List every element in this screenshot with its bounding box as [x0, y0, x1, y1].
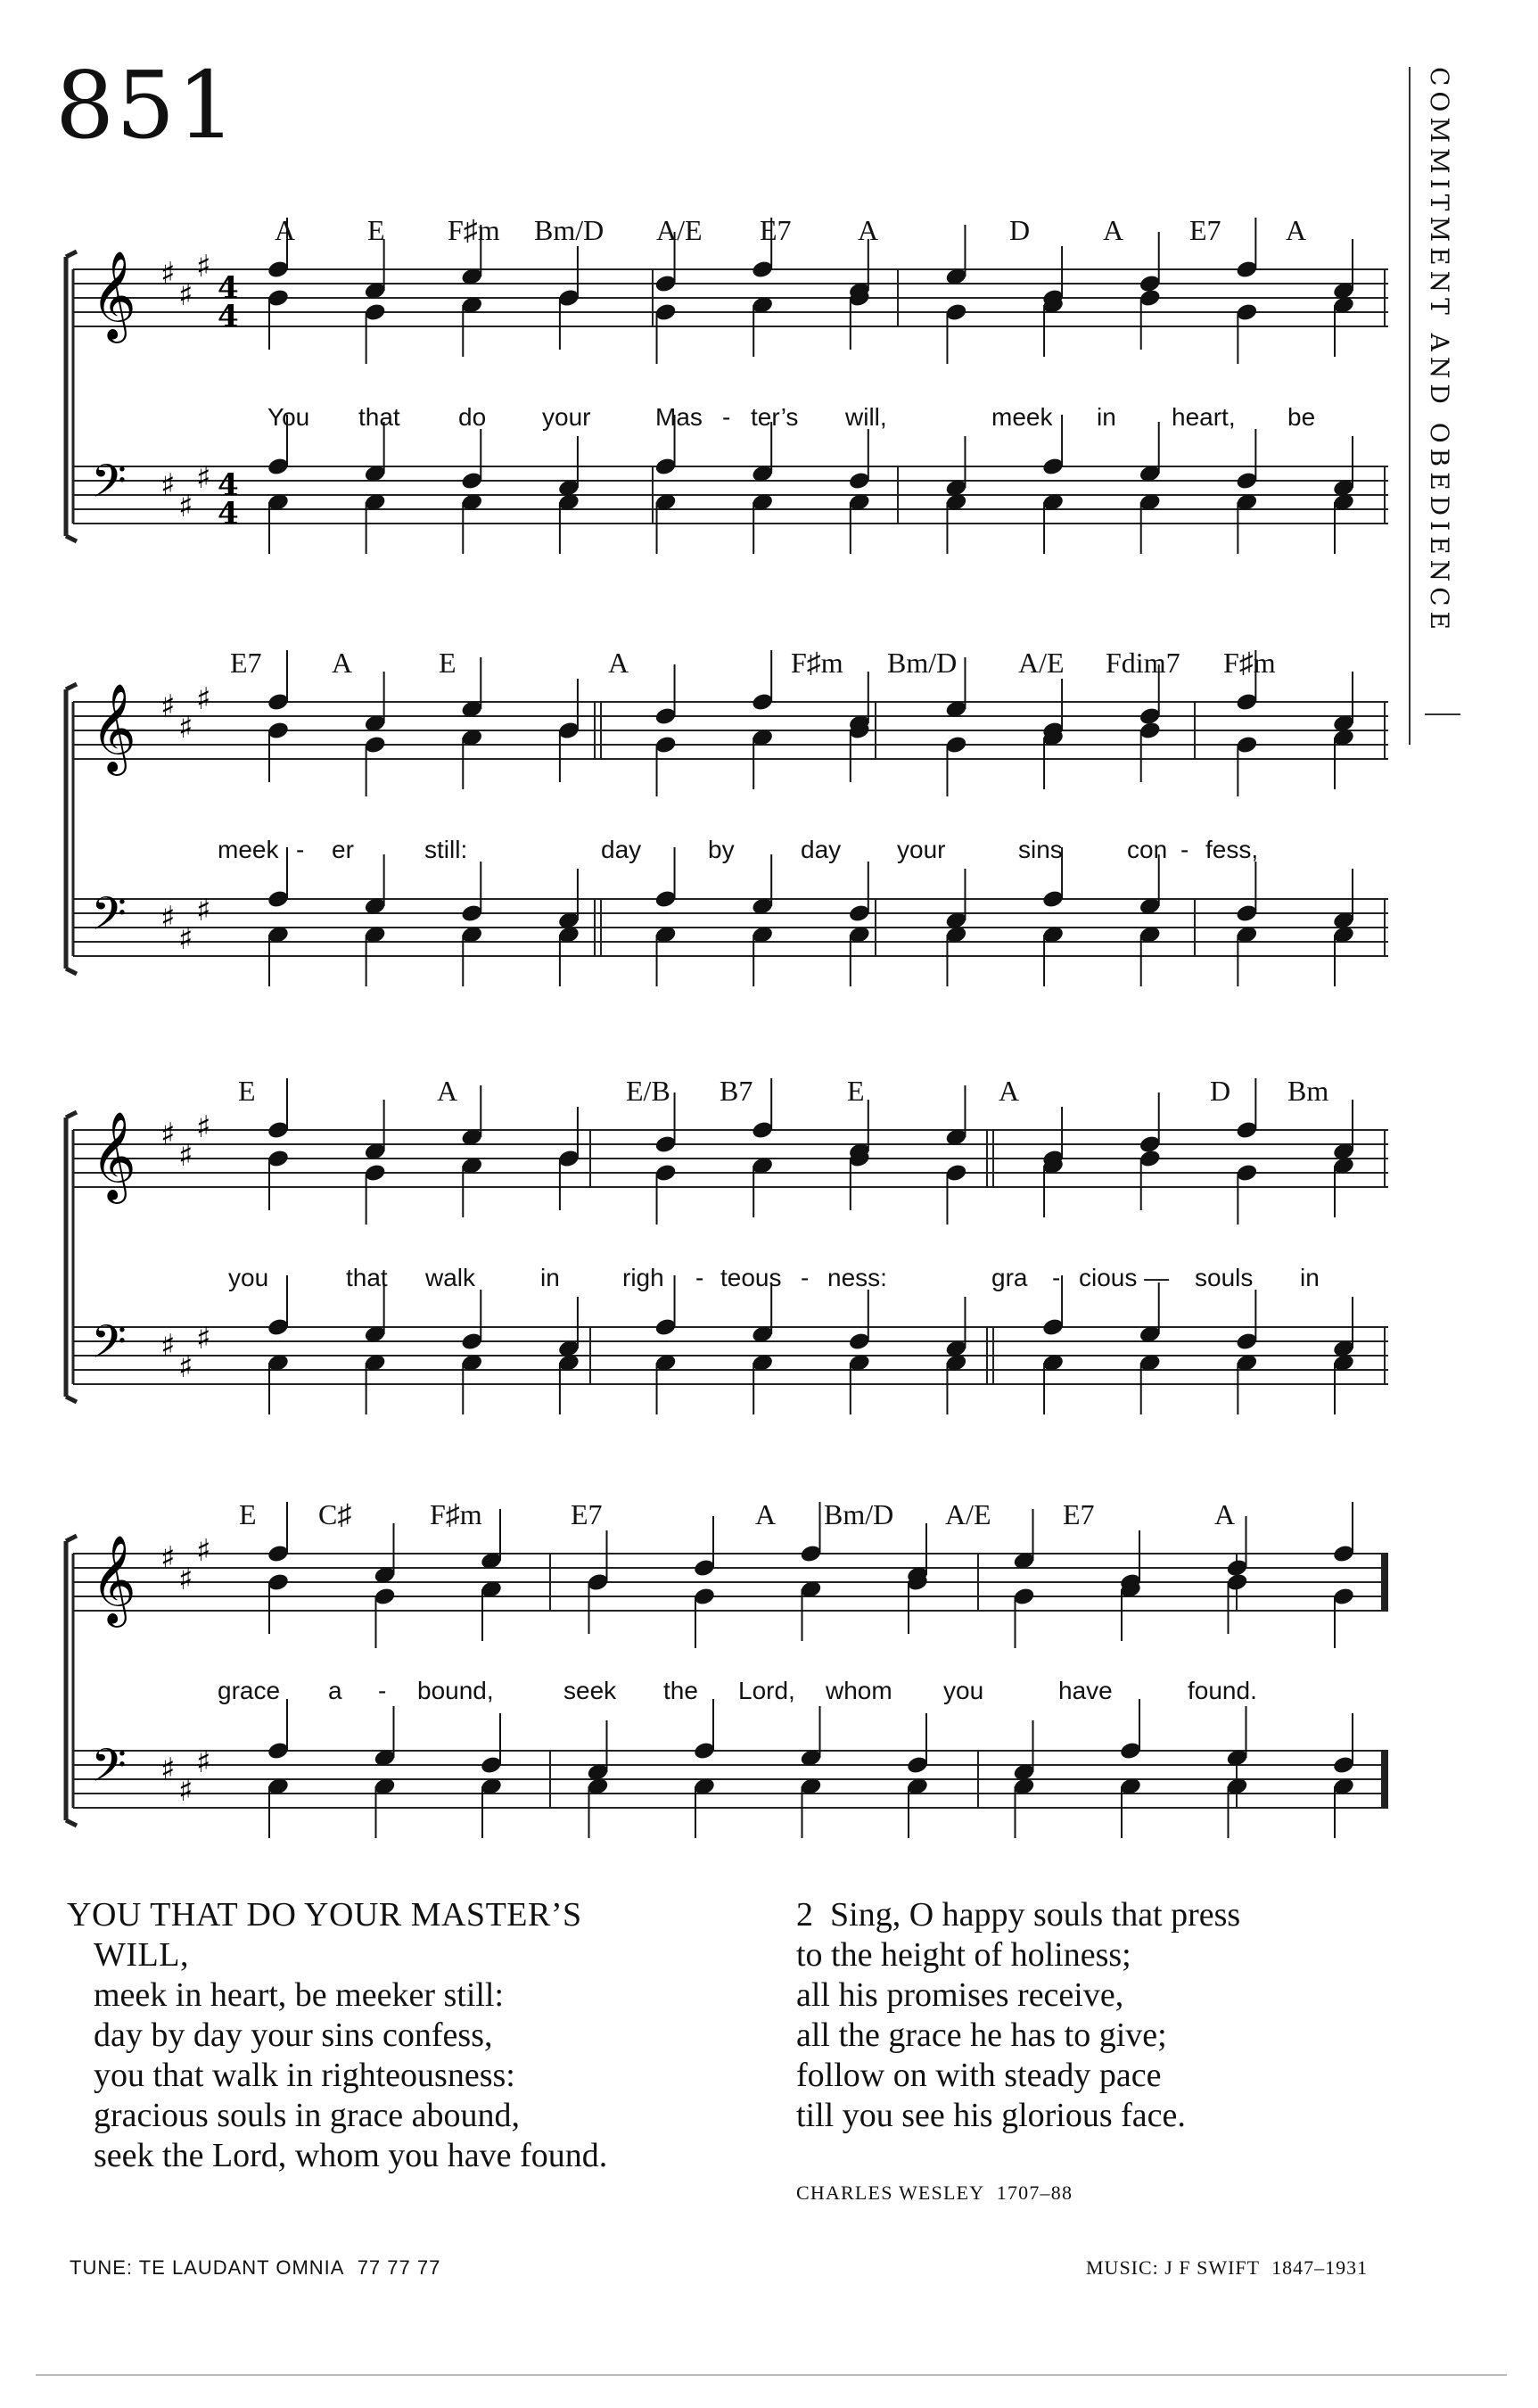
lyric-syllable: -	[695, 1264, 704, 1291]
lyric-syllable: a	[328, 1677, 342, 1704]
verse-number: 2	[796, 1896, 813, 1934]
chord-symbol: E	[847, 1075, 865, 1107]
lyric-syllable: you	[943, 1677, 984, 1704]
hymn-number: 851	[55, 51, 238, 160]
lyric-syllable: the	[663, 1677, 698, 1704]
lyric-syllable: walk	[425, 1264, 476, 1291]
sharp-icon: ♯	[160, 1752, 176, 1787]
sharp-icon: ♯	[178, 1138, 193, 1174]
chord-symbol: D	[1009, 214, 1031, 246]
page-bottom-rule	[36, 2374, 1507, 2376]
system-bracket	[66, 684, 77, 974]
lyric-syllable: have	[1058, 1677, 1113, 1704]
verse-line: Sing, O happy souls that press	[830, 1896, 1241, 1934]
sharp-icon: ♯	[196, 1744, 211, 1780]
lyric-syllable: teous	[720, 1264, 782, 1291]
tune-meter: 77 77 77	[357, 2256, 441, 2279]
system-bracket	[66, 1112, 77, 1402]
verse-1	[67, 1895, 607, 2176]
chord-symbol: F♯m	[1223, 647, 1276, 679]
chord-symbol: E	[239, 1498, 257, 1530]
lyric-syllable: ter’s	[751, 403, 799, 431]
lyric-syllable: er	[332, 836, 354, 863]
chord-symbol: Bm/D	[824, 1498, 894, 1530]
chord-symbol: A	[1286, 214, 1307, 246]
sharp-icon: ♯	[178, 1773, 193, 1809]
treble-clef-icon: 𝄞	[91, 1535, 136, 1624]
lyric-syllable: ness:	[827, 1264, 887, 1291]
chord-symbol: F♯m	[448, 214, 500, 246]
sharp-icon: ♯	[196, 249, 211, 285]
chord-symbol: E/B	[626, 1075, 670, 1107]
chord-symbol: A	[1103, 214, 1124, 246]
chord-symbol: A	[608, 647, 629, 679]
music-system-1	[64, 214, 1397, 589]
lyric-syllable: righ	[622, 1264, 664, 1291]
lyric-syllable: by	[708, 836, 735, 863]
verse-line: gracious souls in grace abound,	[94, 2097, 521, 2134]
chord-symbol: B7	[720, 1075, 753, 1107]
chord-symbol: A/E	[945, 1498, 991, 1530]
verse-line: all his promises receive,	[796, 1976, 1124, 2014]
composer-dates: 1847–1931	[1271, 2256, 1369, 2279]
tune-name: TUNE: TE LAUDANT OMNIA	[70, 2256, 345, 2279]
treble-clef-icon: 𝄞	[91, 1111, 136, 1200]
lyric-syllable: whom	[826, 1677, 892, 1704]
chord-symbol: A/E	[1018, 647, 1065, 679]
bass-clef-icon: 𝄢	[91, 1738, 127, 1803]
lyric-syllable: grace	[218, 1677, 281, 1704]
lyric-syllable: heart,	[1172, 403, 1236, 431]
bass-clef-icon: 𝄢	[91, 1315, 127, 1380]
chord-symbol: Bm	[1287, 1075, 1329, 1107]
system-bracket	[66, 1536, 77, 1826]
staff-svg-1	[64, 214, 1397, 589]
lyric-syllable: Lord,	[738, 1677, 795, 1704]
verse-line: to the height of holiness;	[796, 1936, 1131, 1974]
sharp-icon: ♯	[196, 893, 211, 928]
lyric-syllable: seek	[563, 1677, 617, 1704]
chord-symbol: E7	[760, 214, 792, 246]
lyric-syllable: in	[1300, 1264, 1320, 1291]
verse-line: all the grace he has to give;	[796, 2016, 1167, 2054]
sharp-icon: ♯	[160, 1117, 176, 1152]
time-signature-top: 4	[218, 270, 239, 306]
lyric-syllable: will,	[845, 403, 887, 431]
lyric-syllable: do	[458, 403, 487, 431]
lyric-syllable: your	[897, 836, 946, 863]
sharp-icon: ♯	[196, 1109, 211, 1145]
chord-symbol: F♯m	[791, 647, 843, 679]
sharp-icon: ♯	[178, 921, 193, 957]
sharp-icon: ♯	[196, 1321, 211, 1357]
lyric-syllable: day	[601, 836, 642, 863]
music-system-3	[64, 1075, 1397, 1449]
lyric-syllable: in	[540, 1264, 560, 1291]
lyric-syllable: you	[228, 1264, 269, 1291]
chord-symbol: Bm/D	[887, 647, 958, 679]
sharp-icon: ♯	[160, 467, 176, 503]
lyric-syllable: gra	[991, 1264, 1028, 1291]
lyric-syllable: -	[1180, 836, 1189, 863]
lyric-syllable: sins	[1018, 836, 1063, 863]
verse-line: meek in heart, be meeker still:	[94, 1976, 505, 2014]
hymn-title-continued: WILL,	[94, 1936, 189, 1974]
chord-symbol: E	[238, 1075, 256, 1107]
chord-symbol: A	[1214, 1498, 1236, 1530]
music-credit	[1086, 2256, 1368, 2280]
chord-symbol: D	[1210, 1075, 1231, 1107]
bass-clef-icon: 𝄢	[91, 454, 127, 519]
lyric-syllable: be	[1287, 403, 1316, 431]
chord-symbol: A	[755, 1498, 777, 1530]
lyric-syllable: -	[722, 403, 731, 431]
lyric-syllable: con	[1127, 836, 1168, 863]
lyric-syllable: souls	[1195, 1264, 1254, 1291]
chord-symbol: Fdim7	[1106, 647, 1180, 679]
time-signature-top: 4	[218, 467, 239, 503]
lyric-syllable: You	[267, 403, 310, 431]
lyric-syllable: Mas	[655, 403, 703, 431]
verse-first-line	[796, 1895, 1240, 1935]
lyric-syllable: fess,	[1205, 836, 1259, 863]
lyric-syllable: day	[801, 836, 842, 863]
chord-symbol: A	[332, 647, 353, 679]
verse-line: you that walk in righteousness:	[94, 2057, 515, 2094]
treble-clef-icon: 𝄞	[91, 251, 136, 340]
tune-credit	[70, 2256, 440, 2280]
lyric-syllable: -	[296, 836, 305, 863]
sharp-icon: ♯	[160, 1540, 176, 1576]
system-bracket	[66, 252, 77, 541]
lyric-syllable: still:	[424, 836, 468, 863]
staff-svg-2	[64, 647, 1397, 1021]
chord-symbol: F♯m	[430, 1498, 482, 1530]
sharp-icon: ♯	[196, 460, 211, 496]
chord-symbol: E	[367, 214, 385, 246]
treble-clef-icon: 𝄞	[91, 683, 136, 772]
verse-2	[796, 1895, 1240, 2136]
chord-symbol: E7	[1189, 214, 1221, 246]
sharp-icon: ♯	[178, 1562, 193, 1597]
staff-svg-3	[64, 1075, 1397, 1449]
verse-line: follow on with steady pace	[796, 2057, 1162, 2094]
lyric-syllable: -	[378, 1677, 387, 1704]
sharp-icon: ♯	[178, 277, 193, 313]
sharp-icon: ♯	[178, 1349, 193, 1385]
chord-symbol: A	[275, 214, 296, 246]
author-name: CHARLES WESLEY	[796, 2181, 985, 2204]
chord-symbol: C♯	[318, 1498, 352, 1530]
chord-symbol: E7	[1063, 1498, 1095, 1530]
sharp-icon: ♯	[160, 256, 176, 292]
sharp-icon: ♯	[196, 681, 211, 717]
author-credit	[796, 2181, 1073, 2205]
hymn-title: YOU THAT DO YOUR MASTER’S	[67, 1896, 582, 1934]
chord-symbol: A	[999, 1075, 1020, 1107]
lyric-syllable: -	[801, 1264, 810, 1291]
lyric-syllable: your	[542, 403, 591, 431]
lyric-syllable: -	[1052, 1264, 1061, 1291]
lyric-syllable: that	[358, 403, 400, 431]
time-signature-bottom: 4	[218, 496, 239, 532]
sharp-icon: ♯	[160, 1328, 176, 1364]
chord-symbol: A/E	[656, 214, 703, 246]
composer-name: MUSIC: J F SWIFT	[1086, 2256, 1261, 2279]
verse-line: day by day your sins confess,	[94, 2016, 493, 2054]
music-system-2	[64, 647, 1397, 1021]
time-signature-bottom: 4	[218, 299, 239, 334]
sharp-icon: ♯	[178, 710, 193, 746]
chord-symbol: E	[439, 647, 456, 679]
lyric-syllable: found.	[1188, 1677, 1257, 1704]
music-system-4	[64, 1498, 1397, 1873]
lyric-syllable: in	[1097, 403, 1116, 431]
lyric-syllable: meek	[991, 403, 1053, 431]
lyric-syllable: that	[346, 1264, 388, 1291]
chord-symbol: E7	[571, 1498, 603, 1530]
sharp-icon: ♯	[160, 900, 176, 936]
chord-symbol: Bm/D	[534, 214, 605, 246]
verse-line: seek the Lord, whom you have found.	[94, 2137, 608, 2174]
section-rule	[1425, 713, 1460, 715]
author-dates: 1707–88	[996, 2181, 1073, 2204]
section-label: COMMITMENT AND OBEDIENCE	[1425, 67, 1454, 635]
chord-symbol: A	[437, 1075, 458, 1107]
sharp-icon: ♯	[160, 689, 176, 724]
chord-symbol: A	[858, 214, 879, 246]
lyric-syllable: meek	[218, 836, 279, 863]
bass-clef-icon: 𝄢	[91, 887, 127, 952]
lyric-syllable: cious —	[1079, 1264, 1170, 1291]
lyric-syllable: bound,	[417, 1677, 494, 1704]
sharp-icon: ♯	[196, 1533, 211, 1569]
chord-symbol: E7	[230, 647, 262, 679]
sharp-icon: ♯	[178, 489, 193, 524]
verse-line: till you see his glorious face.	[796, 2097, 1186, 2134]
